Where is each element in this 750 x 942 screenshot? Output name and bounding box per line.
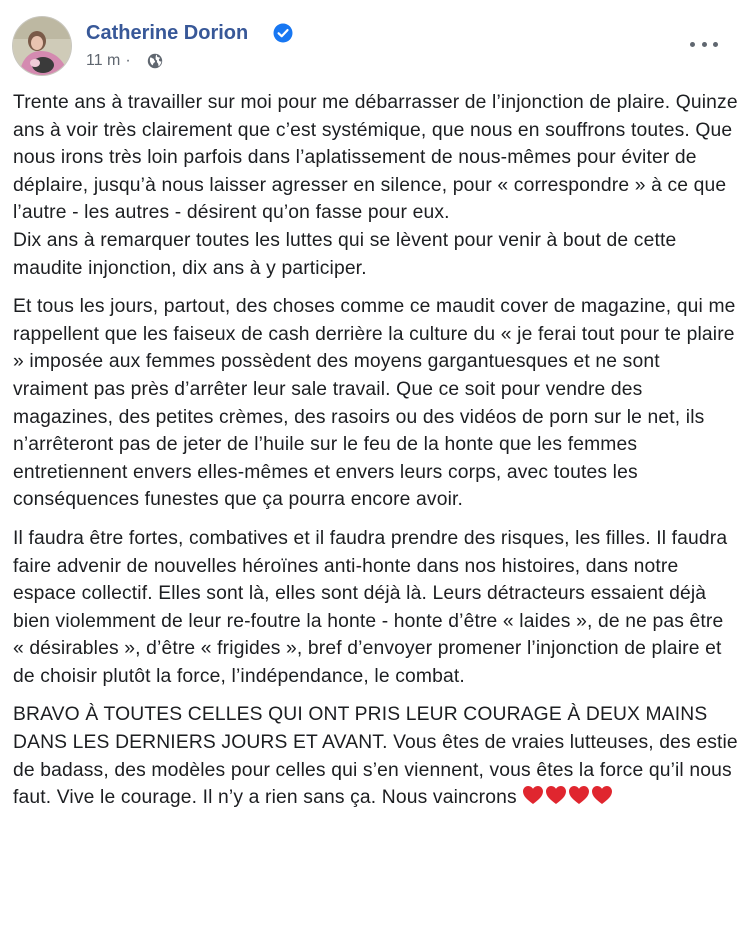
meta-separator: · — [125, 52, 131, 69]
verified-badge-icon — [273, 23, 293, 43]
post-body — [13, 89, 738, 812]
post-paragraph-final — [13, 701, 738, 811]
post-timestamp[interactable]: 11 m — [86, 52, 121, 69]
post-meta — [86, 51, 135, 71]
more-dot — [690, 42, 695, 47]
post-paragraph: Et tous les jours, partout, des choses comme ce maudit cover de magazine, qui me rappellent que les faiseux de cash derrière la culture du « je ferai tout pour te plaire » imposée aux femmes possèdent des moyens gargantuesques et ne sont vraiment pas près d’arrêter leur sale travail. Que ce soit pour vendre des magazines, des petites crèmes, des rasoirs ou des vidéos de porn sur le net, ils n’arrêteront pas de jeter de l’huile sur le feu de la honte que les femmes entretiennent envers elles-mêmes et envers leurs corps, avec toutes les conséquences funestes que ça pourra encore avoir. — [13, 296, 736, 511]
more-options-button[interactable] — [690, 36, 718, 52]
post-paragraph-text: BRAVO À TOUTES CELLES QUI ONT PRIS LEUR COURAGE À DEUX MAINS DANS LES DERNIERS JOURS ET AVANT. Vous êtes de vraies lutteuses, des estie de badass, des modèles pour celles qui s’en viennent, vous êtes la force qu’il nous faut. Vive le courage. Il n’y a rien sans ça. Nous vaincrons — [13, 704, 738, 809]
red-heart-icon — [591, 785, 613, 805]
red-heart-icon — [545, 785, 567, 805]
red-heart-icon — [522, 785, 544, 805]
more-dot — [713, 42, 718, 47]
post-paragraph: Il faudra être fortes, combatives et il faudra prendre des risques, les filles. Il faudra faire advenir de nouvelles héroïnes anti-honte dans nos histoires, dans notre espace collectif. Elles sont là, elles sont déjà là. Leurs détracteurs essaient déjà bien violemment de leur re-foutre la honte - honte d’être « laides », de ne pas être « désirables », d’être « frigides », bref d’envoyer promener l’injonction de plaire et de choisir plutôt la force, l’indépendance, le combat. — [13, 527, 728, 687]
avatar[interactable] — [12, 16, 72, 76]
heart-emojis — [522, 787, 614, 808]
author-name[interactable]: Catherine Dorion — [86, 22, 249, 44]
post-paragraph: Trente ans à travailler sur moi pour me débarrasser de l’injonction de plaire. Quinze ans à voir très clairement que c’est systémique, que nous en souffrons toutes. Que nous irons très loin parfois dans l’aplatissement de nous-mêmes pour éviter de déplaire, jusqu’à nous laisser agresser en silence, pour « correspondre » à ce que l’autre - les autres - désirent qu’on fasse pour eux. Dix ans à remarquer toutes les luttes qui se lèvent pour venir à bout de cette maudite injonction, dix ans à y participer. — [13, 92, 738, 279]
globe-icon[interactable] — [147, 53, 163, 69]
red-heart-icon — [568, 785, 590, 805]
post-header — [12, 16, 738, 76]
more-dot — [702, 42, 707, 47]
